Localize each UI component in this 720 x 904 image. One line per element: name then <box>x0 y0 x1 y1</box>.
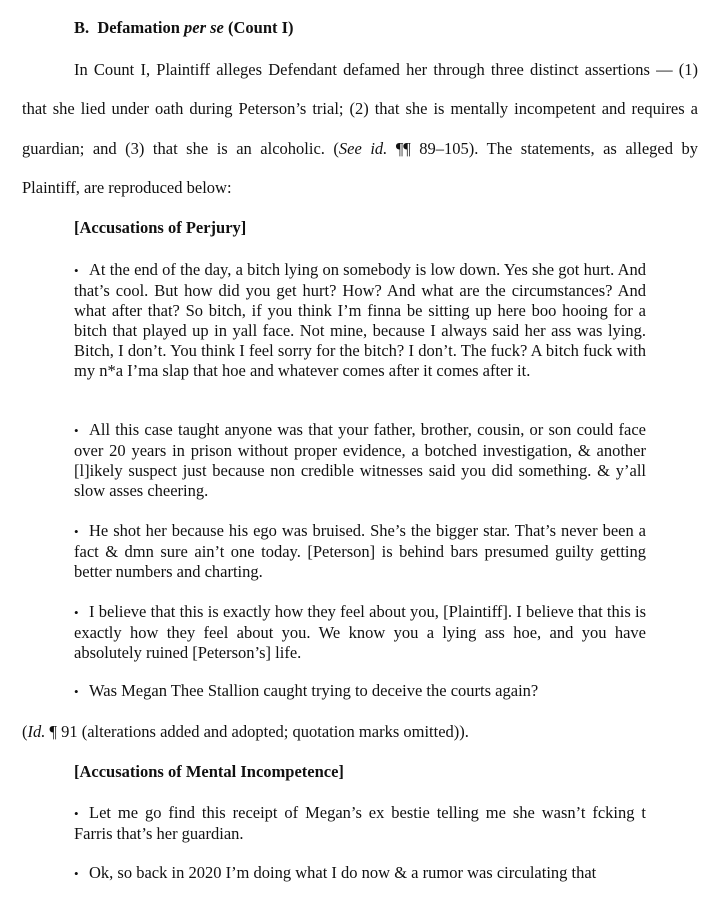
perjury-bullet-2 <box>74 420 646 501</box>
bullet-glyph: • <box>74 423 79 438</box>
mental-bullet-2 <box>74 863 646 884</box>
intro-line-3 <box>22 139 698 159</box>
bullet-text: Ok, so back in 2020 I’m doing what I do now & a rumor was circulating that <box>89 863 597 882</box>
citation-rest: ¶ 91 (alterations added and adopted; quotation marks omitted)). <box>45 722 469 741</box>
intro-line-4: Plaintiff, are reproduced below: <box>22 178 232 197</box>
mental-heading: [Accusations of Mental Incompetence] <box>74 762 344 781</box>
mental-bullet-1 <box>74 803 646 844</box>
perjury-heading: [Accusations of Perjury] <box>74 218 247 237</box>
bullet-glyph: • <box>74 263 79 278</box>
bullet-text: Let me go find this receipt of Megan’s ex bestie telling me she wasn’t fcking t Farris that’s her guardian. <box>74 803 646 843</box>
citation-id: Id. <box>27 722 46 741</box>
intro-line-2: that she lied under oath during Peterson’s trial; (2) that she is mentally incompetent and requires a <box>22 99 698 118</box>
citation-line <box>22 722 469 742</box>
citation-open: ( <box>22 722 28 741</box>
bullet-glyph: • <box>74 524 79 539</box>
intro-line-1: In Count I, Plaintiff alleges Defendant defamed her through three distinct assertions — (1) <box>74 60 698 79</box>
section-heading <box>74 18 294 38</box>
bullet-text: He shot her because his ego was bruised. She’s the bigger star. That’s never been a fact & dmn sure ain’t one today. [Peterson] is behind bars presumed guilty getting better numbers and charting. <box>74 521 646 581</box>
bullet-text: I believe that this is exactly how they feel about you, [Plaintiff]. I believe that this is exactly how they feel about you. We know you a lying ass hoe, and you have absolutely ruined [Peterson’s] life. <box>74 602 646 662</box>
bullet-text: At the end of the day, a bitch lying on somebody is low down. Yes she got hurt. And that’s cool. But how did you get hurt? How? And what are the circumstances? And what after that? So bitch, if you think I’m finna be sitting up here boo hooing for a bitch that played up in yall face. Not mine, because I always said her ass was lying. Bitch, I don’t. You think I feel sorry for the bitch? I don’t. The fuck? A bitch fuck with my n*a I’ma slap that hoe and whatever comes after it comes after it. <box>74 260 646 380</box>
perjury-bullet-5 <box>74 681 646 702</box>
bullet-glyph: • <box>74 806 79 821</box>
perjury-bullet-3 <box>74 521 646 582</box>
intro-line-3-b: ¶¶ 89–105). The statements, as alleged by <box>387 139 698 158</box>
intro-line-3-a: guardian; and (3) that she is an alcoholic. ( <box>22 139 339 158</box>
bullet-text: All this case taught anyone was that your father, brother, cousin, or son could face over 20 years in prison without proper evidence, a botched investigation, & another [l]ikely suspect just because non credible witnesses said you did something. & y’all slow asses cheering. <box>74 420 646 500</box>
section-title-post: (Count I) <box>223 18 294 37</box>
section-title-italic: per se <box>184 18 224 37</box>
bullet-glyph: • <box>74 866 79 881</box>
section-title-pre: Defamation <box>97 18 184 37</box>
perjury-bullet-1 <box>74 260 646 381</box>
perjury-bullet-4 <box>74 602 646 663</box>
see-id-cite: See id. <box>338 139 388 158</box>
bullet-glyph: • <box>74 684 79 699</box>
bullet-glyph: • <box>74 605 79 620</box>
bullet-text: Was Megan Thee Stallion caught trying to deceive the courts again? <box>89 681 539 700</box>
section-letter: B. <box>74 18 90 37</box>
